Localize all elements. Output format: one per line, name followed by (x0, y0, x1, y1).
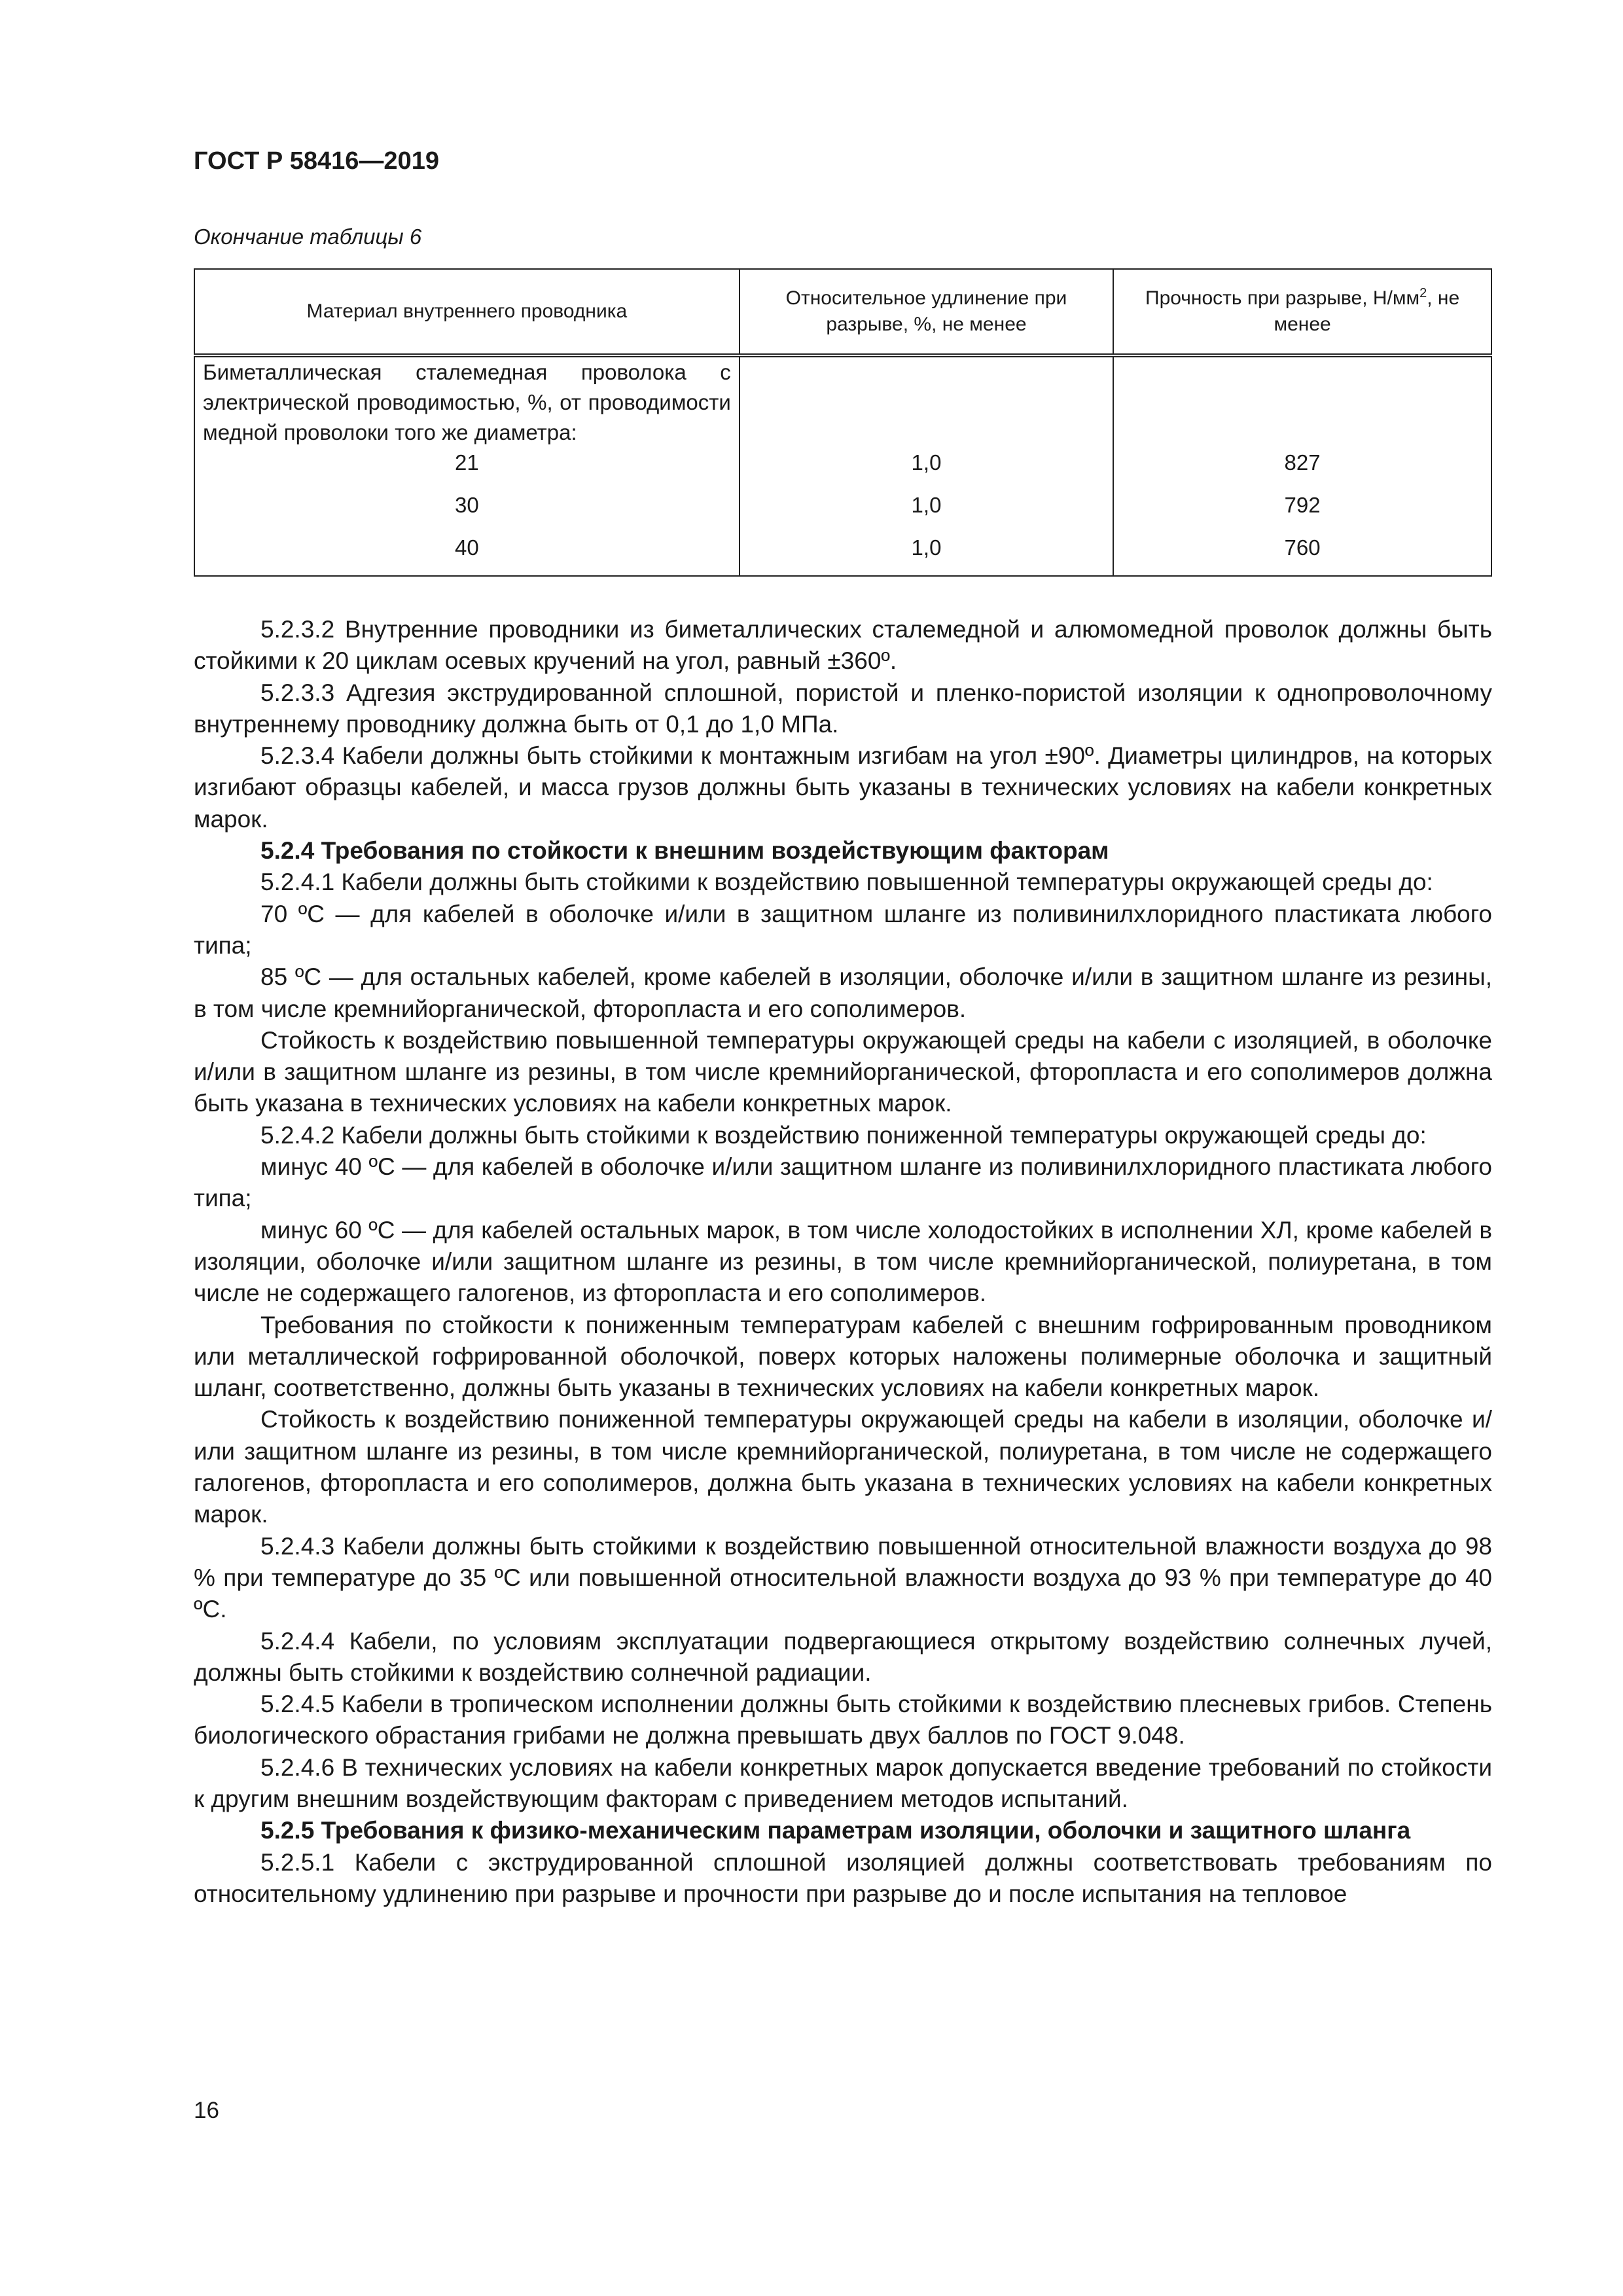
document-code: ГОСТ Р 58416—2019 (194, 147, 439, 175)
table-cell: 1,0 (740, 533, 1113, 576)
paragraph: минус 40 ºС — для кабелей в оболочке и/или защитном шланге из поливинилхлоридного пластиката любого типа; (194, 1153, 1492, 1212)
table-cell: 30 (194, 490, 740, 533)
paragraph: 5.2.4.4 Кабели, по условиям эксплуатации подвергающиеся открытому воздействию солнечных лучей, должны быть стойкими к воздействию солнечной радиации. (194, 1627, 1492, 1686)
table-row (194, 533, 1491, 576)
paragraph: 5.2.4.1 Кабели должны быть стойкими к воздействию повышенной температуры окружающей среды до: (260, 869, 1433, 896)
paragraph: 5.2.3.4 Кабели должны быть стойкими к монтажным изгибам на угол ±90º. Диаметры цилиндров, на которых изгибают образцы кабелей, и масса грузов должны быть указаны в технических условиях на кабели конкретных марок. (194, 742, 1492, 833)
paragraph: 5.2.4.3 Кабели должны быть стойкими к воздействию повышенной относительной влажности воздуха до 98 % при температуре до 35 ºС или повышенной относительной влажности воздуха до 93 % при температуре до 40 ºС. (194, 1532, 1492, 1623)
table-6 (194, 268, 1492, 577)
table-cell: 21 (194, 448, 740, 490)
paragraph: 5.2.5.1 Кабели с экструдированной сплошной изоляцией должны соответствовать требованиям по относительному удлинению при разрыве и прочности при разрыве до и после испытания на тепловое (194, 1848, 1492, 1907)
paragraph: 85 ºС — для остальных кабелей, кроме кабелей в изоляции, оболочке и/или в защитном шланге из резины, в том числе кремнийорганической, фторопласта и его сополимеров. (194, 963, 1492, 1022)
table-row (194, 490, 1491, 533)
column-header-material: Материал внутреннего проводника (194, 269, 740, 355)
paragraph: 5.2.3.3 Адгезия экструдированной сплошной, пористой и пленко-пористой изоляции к однопроволочному внутреннему проводнику должна быть от 0,1 до 1,0 МПа. (194, 679, 1492, 738)
paragraph: Стойкость к воздействию повышенной температуры окружающей среды на кабели с изоляцией, в оболочке и/или в защитном шланге из резины, в том числе кремнийорганической, фторопласта и его сополимеров должна быть указана в технических условиях на кабели конкретных марок. (194, 1026, 1492, 1117)
strength-header-superscript: 2 (1419, 286, 1427, 300)
paragraph: Требования по стойкости к пониженным температурам кабелей с внешним гофрированным проводником или металлической гофрированной оболочкой, поверх которых наложены полимерные оболочка и защитный шланг, соответственно, должны быть указаны в технических условиях на кабели конкретных марок. (194, 1311, 1492, 1402)
section-heading: 5.2.5 Требования к физико-механическим параметрам изоляции, оболочки и защитного шланга (260, 1817, 1411, 1844)
body-text (194, 614, 1492, 1910)
table-cell: 792 (1113, 490, 1491, 533)
paragraph: 5.2.3.2 Внутренние проводники из биметаллических сталемедной и алюмомедной проволок должны быть стойкими к 20 циклам осевых кручений на угол, равный ±360º. (194, 616, 1492, 675)
table-caption: Окончание таблицы 6 (194, 224, 422, 249)
column-header-elongation: Относительное удлинение при разрыве, %, не менее (740, 269, 1113, 355)
table-cell: 1,0 (740, 448, 1113, 490)
table-row-group (194, 355, 1491, 448)
page-number: 16 (194, 2098, 219, 2123)
strength-header-suffix: , не менее (1274, 287, 1460, 335)
table-cell: 40 (194, 533, 740, 576)
material-group-label: Биметаллическая сталемедная проволока с электрической проводимостью, %, от проводимости медной проволоки того же диаметра: (194, 355, 740, 448)
table-row (194, 448, 1491, 490)
table-cell: 1,0 (740, 490, 1113, 533)
paragraph: 5.2.4.2 Кабели должны быть стойкими к воздействию пониженной температуры окружающей среды до: (260, 1121, 1427, 1149)
column-header-strength (1113, 269, 1491, 355)
paragraph: минус 60 ºС — для кабелей остальных марок, в том числе холодостойких в исполнении ХЛ, кроме кабелей в изоляции, оболочке и/или защитном шланге из резины, в том числе кремнийорганической, полиуретана, в том числе не содержащего галогенов, из фторопласта и его сополимеров. (194, 1216, 1492, 1307)
empty-cell (1113, 355, 1491, 448)
paragraph: 70 ºС — для кабелей в оболочке и/или в защитном шланге из поливинилхлоридного пластиката любого типа; (194, 900, 1492, 959)
strength-header-text: Прочность при разрыве, Н/мм (1145, 287, 1420, 309)
section-heading: 5.2.4 Требования по стойкости к внешним воздействующим факторам (260, 837, 1109, 865)
paragraph: Стойкость к воздействию пониженной температуры окружающей среды на кабели в изоляции, оболочке и/или защитном шланге из резины, в том числе кремнийорганической, полиуретана, в том числе не содержащего галогенов, фторопласта и его сополимеров, должна быть указана в технических условиях на кабели конкретных марок. (194, 1406, 1492, 1528)
table-cell: 827 (1113, 448, 1491, 490)
paragraph: 5.2.4.5 Кабели в тропическом исполнении должны быть стойкими к воздействию плесневых грибов. Степень биологического обрастания грибами не должна превышать двух баллов по ГОСТ 9.048. (194, 1691, 1492, 1749)
paragraph: 5.2.4.6 В технических условиях на кабели конкретных марок допускается введение требований по стойкости к другим внешним воздействующим факторам с приведением методов испытаний. (194, 1753, 1492, 1812)
empty-cell (740, 355, 1113, 448)
table-cell: 760 (1113, 533, 1491, 576)
